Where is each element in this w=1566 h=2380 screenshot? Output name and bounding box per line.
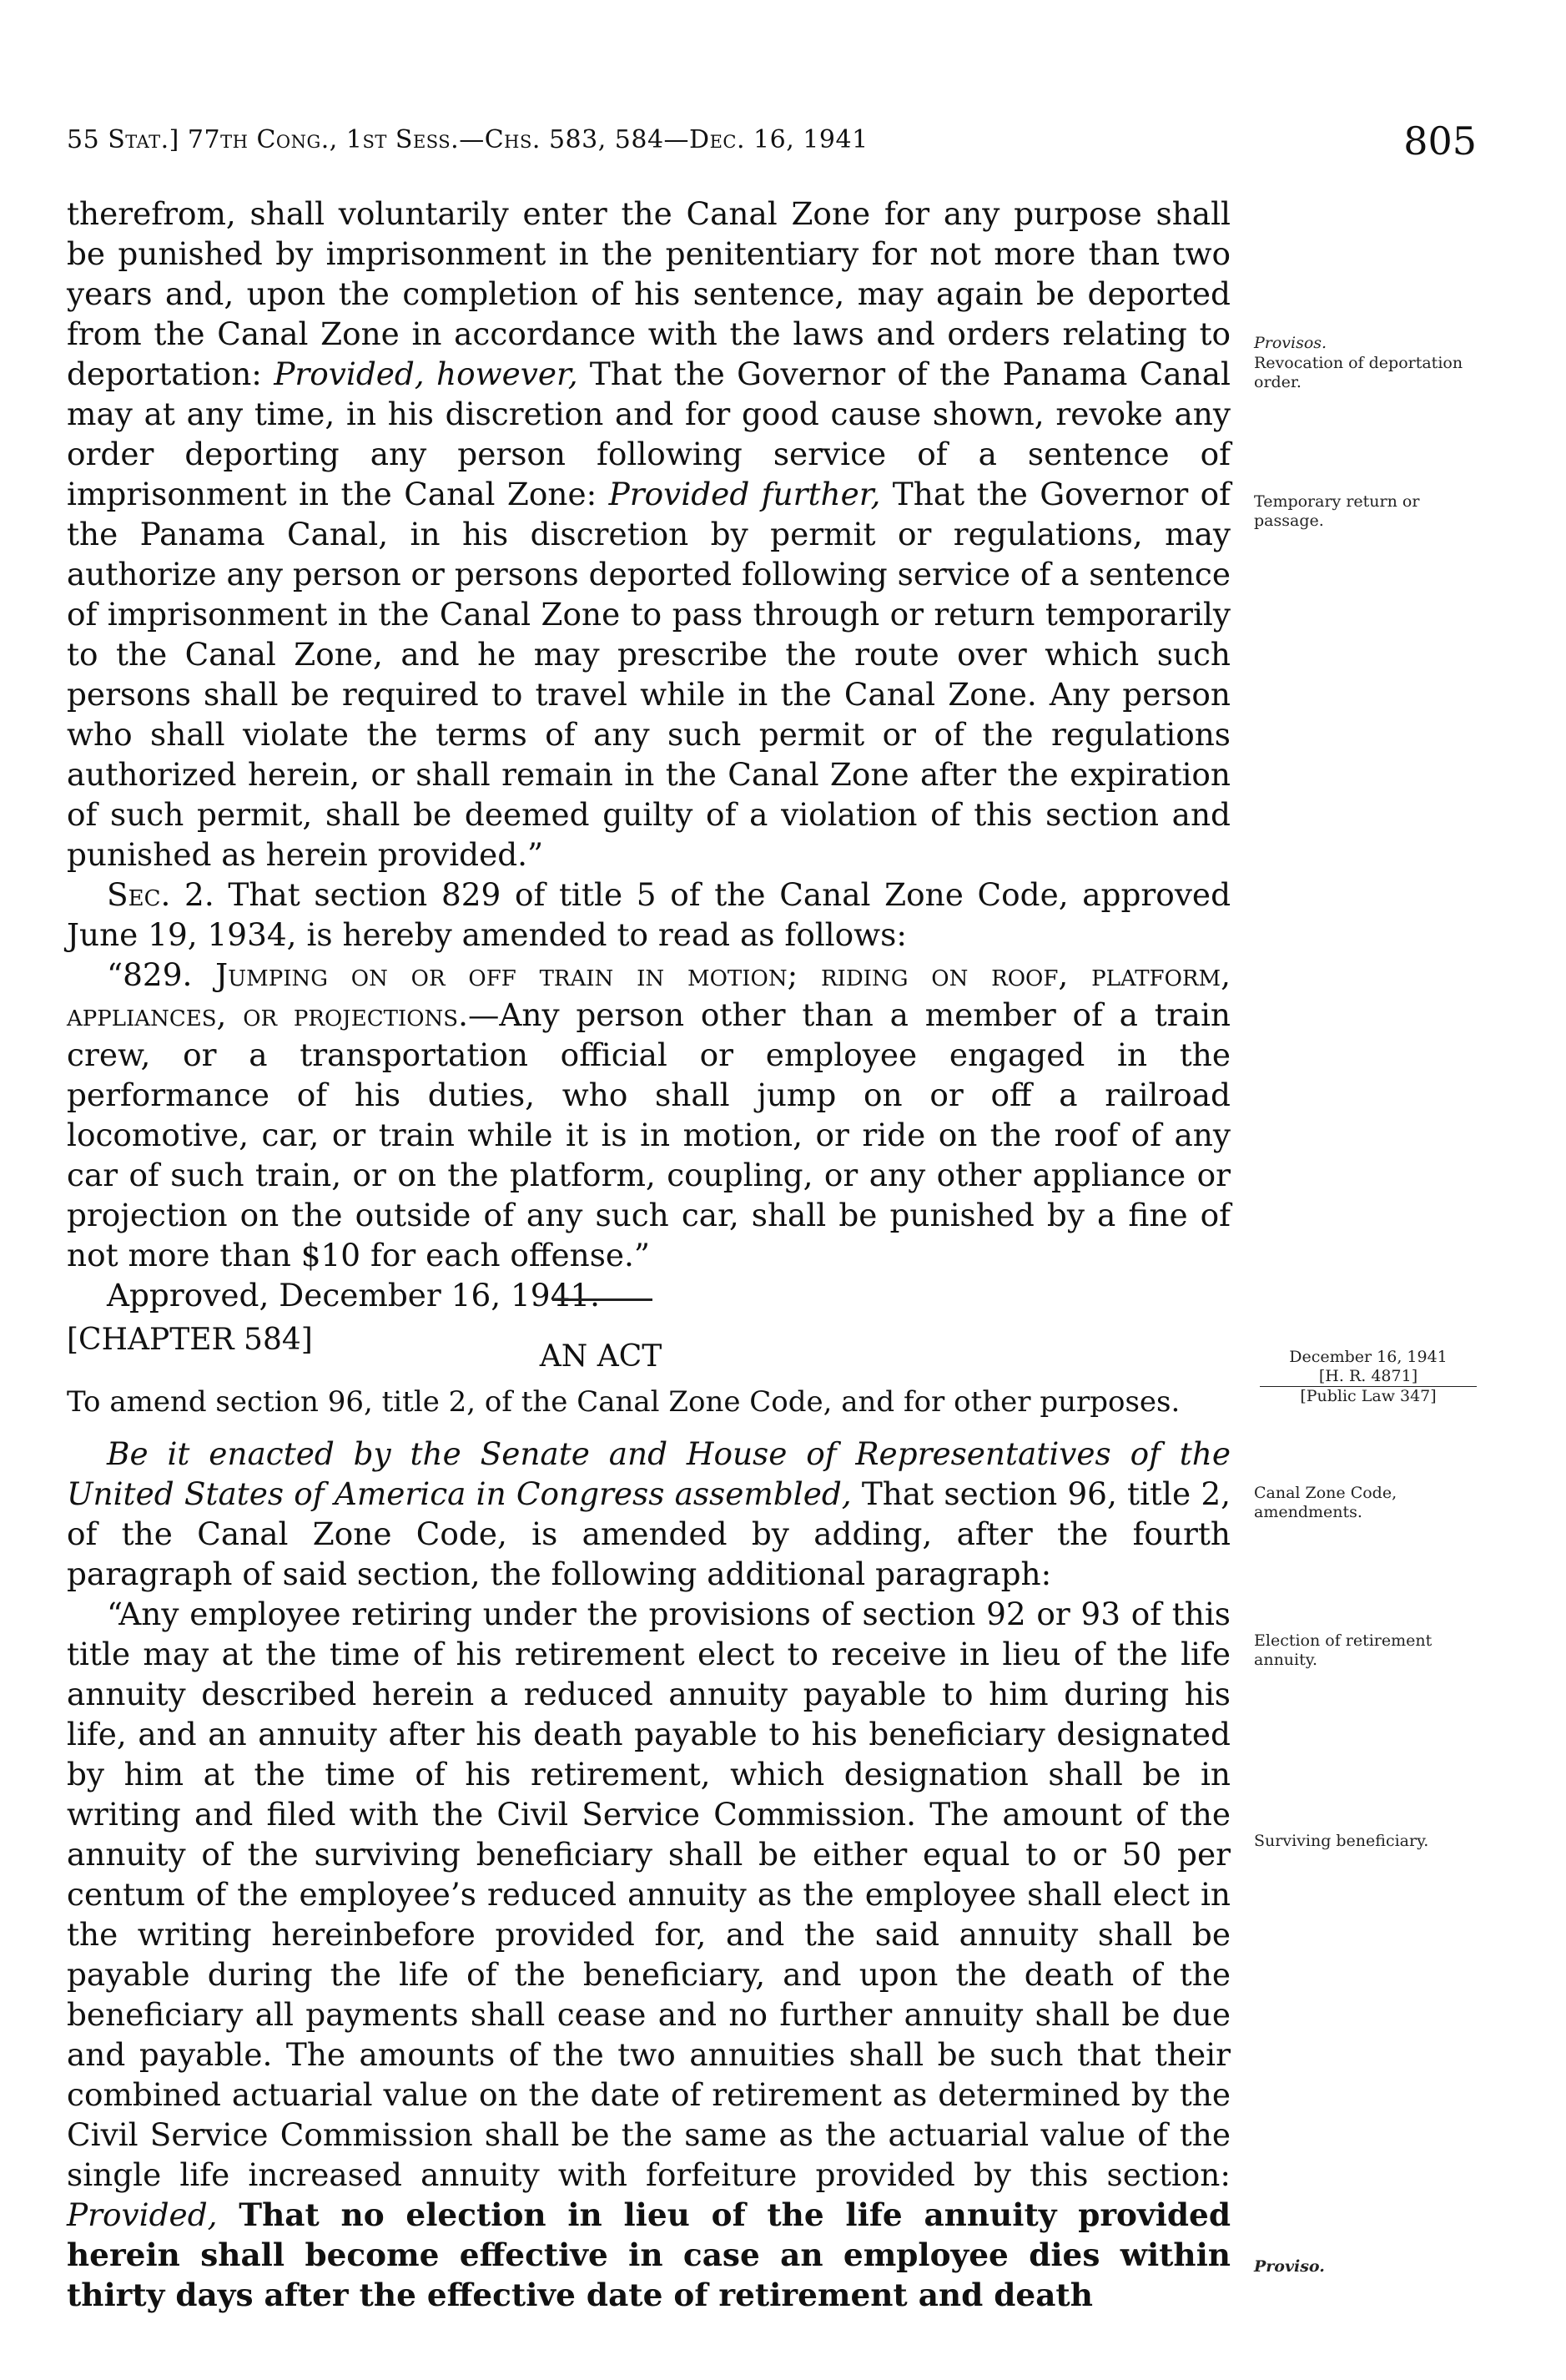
approval-date: December 16, 1941 [1289, 1348, 1448, 1366]
added-paragraph: “Any employee retiring under the provisions of section 92 or 93 of this title may at the time of his retirement elect to receive in lieu of the life annuity described herein a reduced annuity payable to him during his life, and an annuity after his death payable to his beneficiary designated by him at the time of his retirement, which designation shall be in writing and filed with the Civil Service Commission. The amount of the annuity of the surviving beneficiary shall be either equal to or 50 per centum of the employee’s reduced annuity as the employee shall elect in the writing hereinbefore provided for, and the said annuity shall be payable during the life of the beneficiary, and upon the death of the beneficiary all payments shall cease and no further annuity shall be due and payable. The amounts of the two annuities shall be such that their combined actuarial value on the date of retirement as determined by the Civil Service Commission shall be the same as the actuarial value of the single life increased annuity with forfeiture provided by this section: Provided, That no election in lieu of the life annuity provided herein shall become effective in case an employee dies within thirty days after the effective date of retirement and death [67, 1596, 1231, 2314]
margin-note-temporary: Temporary return or passage. [1254, 492, 1420, 530]
public-law-number: [Public Law 347] [1300, 1386, 1437, 1405]
section-1-continuation: therefrom, shall voluntarily enter the Canal Zone for any purpose shall be punished by imprisonment in the penitentiary for not more than two years and, upon the completion of his sentence, may again be deported from the Canal Zone in accordance with the laws and orders relating to deportation: Provided, however, That the Governor of the Panama Canal may at any time, in his discretion and for good cause shown, revoke any order deporting any person following service of a sentence of imprisonment in the Canal Zone: Provided further, That the Governor of the Panama Canal, in his discretion by permit or regulations, may authorize any person or persons deported following service of a sentence of imprisonment in the Canal Zone to pass through or return temporarily to the Canal Zone, and he may prescribe the route over which such persons shall be required to travel while in the Canal Zone. Any person who shall violate the terms of any such permit or of the regulations authorized herein, or shall remain in the Canal Zone after the expiration of such permit, shall be deemed guilty of a violation of this section and punished as herein provided.” [67, 195, 1231, 874]
proviso-further: Provided further, [608, 476, 881, 513]
act-description: To amend section 96, title 2, of the Canal Zone Code, and for other purposes. [67, 1385, 1181, 1419]
margin-note-surviving: Surviving beneficiary. [1254, 1832, 1429, 1850]
proviso-provided: Provided, [67, 2196, 218, 2234]
section-829-heading: “829. Jumping on or off train in motion; riding on roof, platform, appliances, or projections. [67, 956, 1231, 1034]
margin-note-election: Election of retirement annuity. [1254, 1631, 1433, 1669]
page-number: 805 [1403, 118, 1477, 164]
margin-note-canal-zone: Canal Zone Code, amendments. [1254, 1484, 1397, 1521]
section-2-label: Sec. 2. [107, 876, 214, 914]
bill-number: [H. R. 4871] [1260, 1367, 1477, 1387]
section-divider [552, 1298, 652, 1301]
approval-line: Approved, December 16, 1941. [107, 1277, 601, 1314]
section-2: Sec. 2. That section 829 of title 5 of the Canal Zone Code, approved June 19, 1934, is hereby amended to read as follows: [67, 876, 1231, 954]
public-law-info [1260, 1348, 1477, 1405]
margin-note-provisos: Provisos. [1254, 334, 1327, 352]
chapter-label: [CHAPTER 584] [67, 1323, 313, 1357]
margin-note-revocation: Revocation of deportation order. [1254, 354, 1463, 391]
enacting-clause: Be it enacted by the Senate and House of Representatives of the United States of America in Congress assembled, That section 96, title 2, of the Canal Zone Code, is amended by adding, after the fourth paragraph of said section, the following additional paragraph: [67, 1435, 1231, 1593]
act-title: AN ACT [539, 1339, 662, 1374]
chapter-583-body [67, 194, 1231, 1315]
running-head: 55 Stat.] 77th Cong., 1st Sess.—Chs. 583, 584—Dec. 16, 1941 [67, 125, 869, 154]
section-829: “829. Jumping on or off train in motion; riding on roof, platform, appliances, or projections.—Any person other than a member of a train crew, or a transportation official or employee engaged in the performance of his duties, who shall jump on or off a railroad locomotive, car, or train while it is in motion, or ride on the roof of any car of such train, or on the platform, coupling, or any other appliance or projection on the outside of any such car, shall be punished by a fine of not more than $10 for each offense.” [67, 956, 1231, 1274]
page-header [67, 118, 1477, 169]
chapter-584-body [67, 1434, 1231, 2315]
margin-note-proviso: Proviso. [1254, 2257, 1325, 2276]
proviso-however: Provided, however, [274, 355, 578, 393]
